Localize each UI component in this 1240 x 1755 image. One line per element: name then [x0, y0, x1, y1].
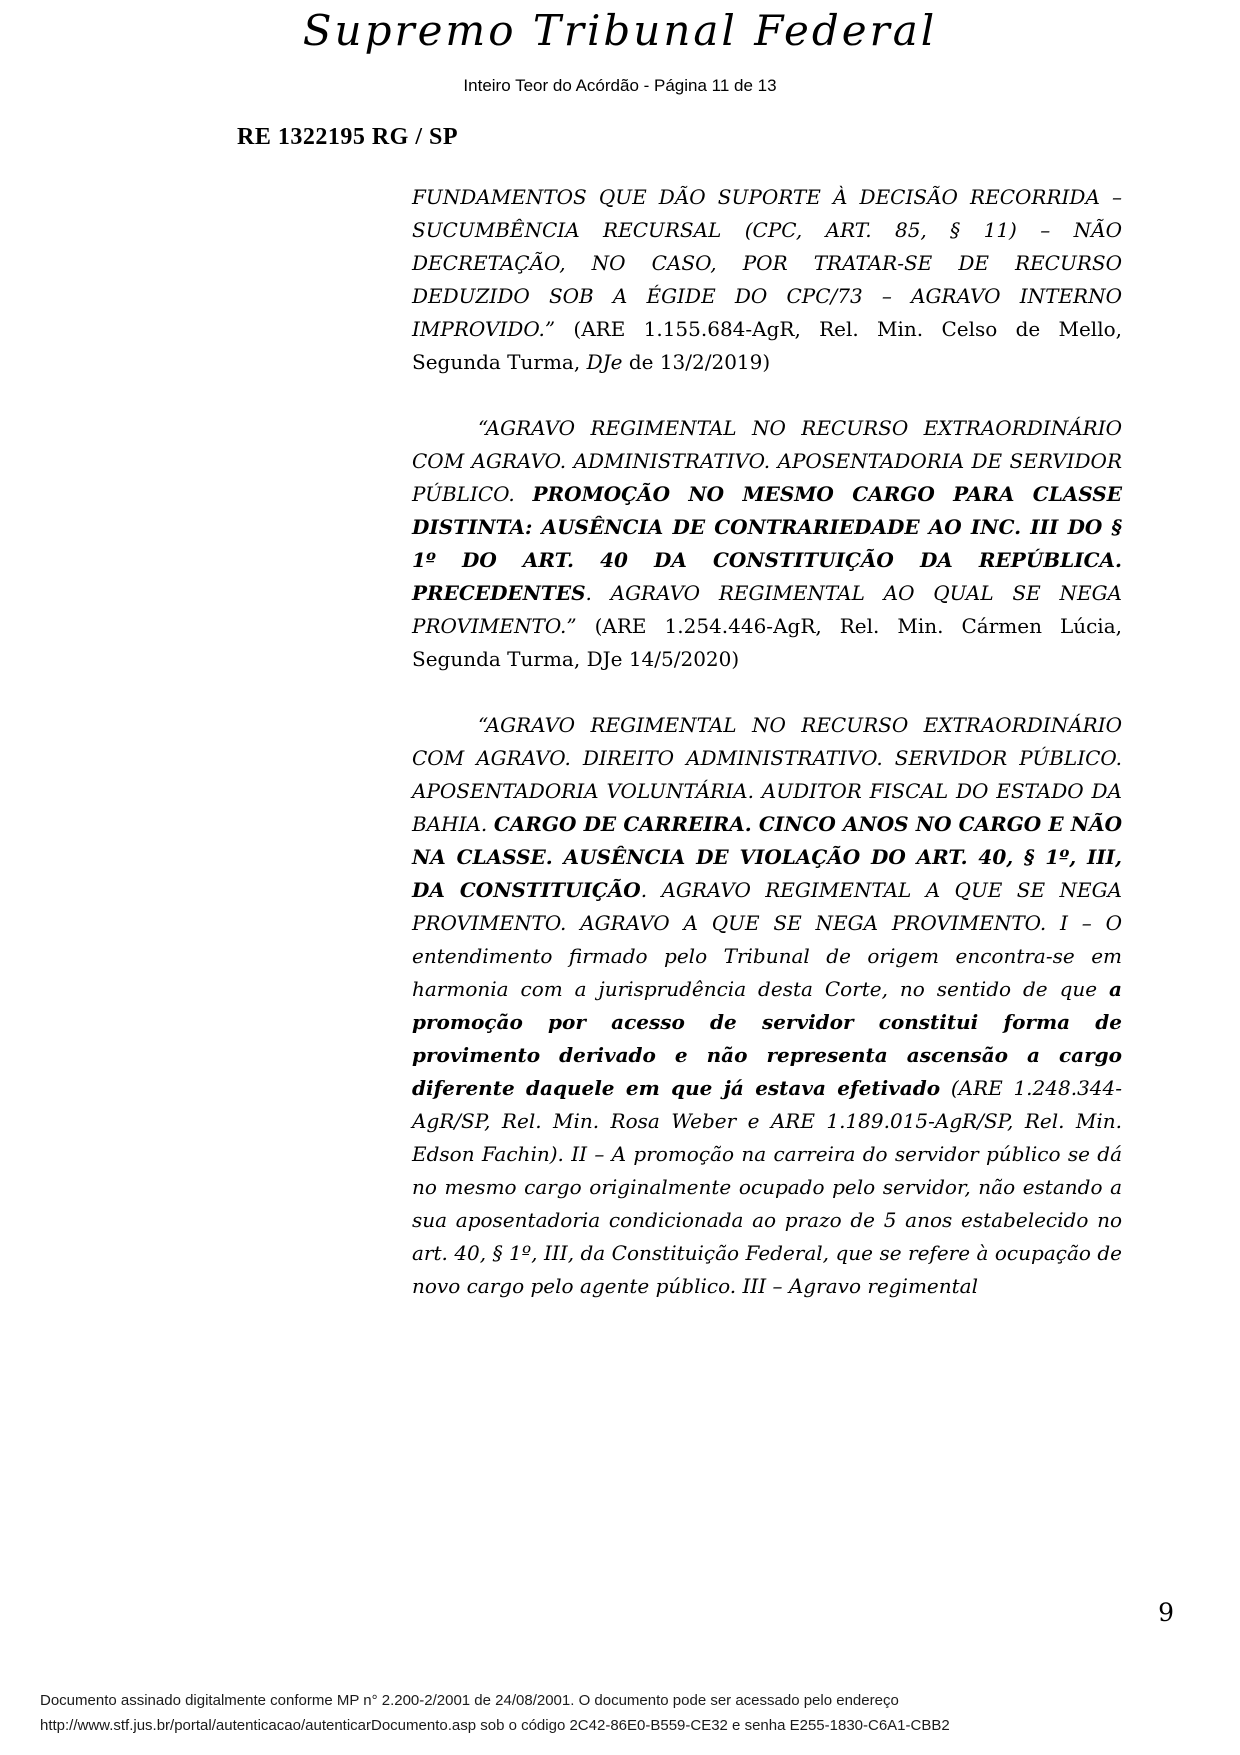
page-number: 9	[1158, 1598, 1174, 1627]
court-name: Supremo Tribunal Federal	[302, 6, 938, 55]
text-segment: a promoção por acesso de servidor constitui forma de provimento derivado e não representa ascensão a cargo diferente daquele em que já estava efetivado	[412, 977, 1122, 1100]
text-segment: “AGRAVO REGIMENTAL NO RECURSO EXTRAORDINÁRIO COM AGRAVO. ADMINISTRATIVO. APOSENTADORIA DE SERVIDOR PÚBLICO.	[412, 416, 1122, 506]
case-number: RE 1322195 RG / SP	[237, 124, 459, 150]
text-segment: (ARE 1.155.684-AgR, Rel. Min. Celso de Mello, Segunda Turma,	[412, 317, 1122, 374]
document-body	[412, 181, 1122, 1336]
text-segment: “AGRAVO REGIMENTAL NO RECURSO EXTRAORDINÁRIO COM AGRAVO. DIREITO ADMINISTRATIVO. SERVIDOR PÚBLICO. APOSENTADORIA VOLUNTÁRIA. AUDITOR FISCAL DO ESTADO DA BAHIA.	[412, 713, 1122, 836]
text-segment: . AGRAVO REGIMENTAL A QUE SE NEGA PROVIMENTO. AGRAVO A QUE SE NEGA PROVIMENTO. I – O entendimento firmado pelo Tribunal de origem encontra-se em harmonia com a jurisprudência desta Corte, no sentido de que	[412, 878, 1122, 1001]
paragraph-1	[412, 181, 1122, 379]
text-segment: (ARE 1.254.446-AgR, Rel. Min. Cármen Lúcia, Segunda Turma, DJe 14/5/2020)	[412, 614, 1122, 671]
text-segment: DJe	[586, 350, 623, 374]
paragraph-2	[412, 412, 1122, 676]
page-info: Inteiro Teor do Acórdão - Página 11 de 13	[463, 76, 777, 95]
footer-url-line: http://www.stf.jus.br/portal/autenticacao/autenticarDocumento.asp sob o código 2C42-86E0-B559-CE32 e senha E255-1830-C6A1-CBB2	[40, 1717, 950, 1734]
text-segment: (ARE 1.248.344-AgR/SP, Rel. Min. Rosa Weber e ARE 1.189.015-AgR/SP, Rel. Min. Edson Fachin). II – A promoção na carreira do servidor público se dá no mesmo cargo originalmente ocupado pelo servidor, não estando a sua aposentadoria condicionada ao prazo de 5 anos estabelecido no art. 40, § 1º, III, da Constituição Federal, que se refere à ocupação de novo cargo pelo agente público. III – Agravo regimental	[412, 1076, 1122, 1298]
paragraph-3	[412, 709, 1122, 1303]
text-segment: de 13/2/2019)	[622, 350, 771, 374]
text-segment: FUNDAMENTOS QUE DÃO SUPORTE À DECISÃO RECORRIDA – SUCUMBÊNCIA RECURSAL (CPC, ART. 85, § 11) – NÃO DECRETAÇÃO, NO CASO, POR TRATAR-SE DE RECURSO DEDUZIDO SOB A ÉGIDE DO CPC/73 – AGRAVO INTERNO IMPROVIDO.”	[412, 185, 1122, 341]
footer	[40, 1688, 1200, 1738]
footer-signature-line: Documento assinado digitalmente conforme MP n° 2.200-2/2001 de 24/08/2001. O documento pode ser acessado pelo endereço	[40, 1692, 899, 1709]
text-segment: CARGO DE CARREIRA. CINCO ANOS NO CARGO E NÃO NA CLASSE. AUSÊNCIA DE VIOLAÇÃO DO ART. 40, § 1º, III, DA CONSTITUIÇÃO	[412, 812, 1123, 902]
text-segment: . AGRAVO REGIMENTAL AO QUAL SE NEGA PROVIMENTO.”	[412, 581, 1122, 638]
text-segment: PROMOÇÃO NO MESMO CARGO PARA CLASSE DISTINTA: AUSÊNCIA DE CONTRARIEDADE AO INC. III DO § 1º DO ART. 40 DA CONSTITUIÇÃO DA REPÚBLICA. PRECEDENTES	[412, 482, 1122, 605]
